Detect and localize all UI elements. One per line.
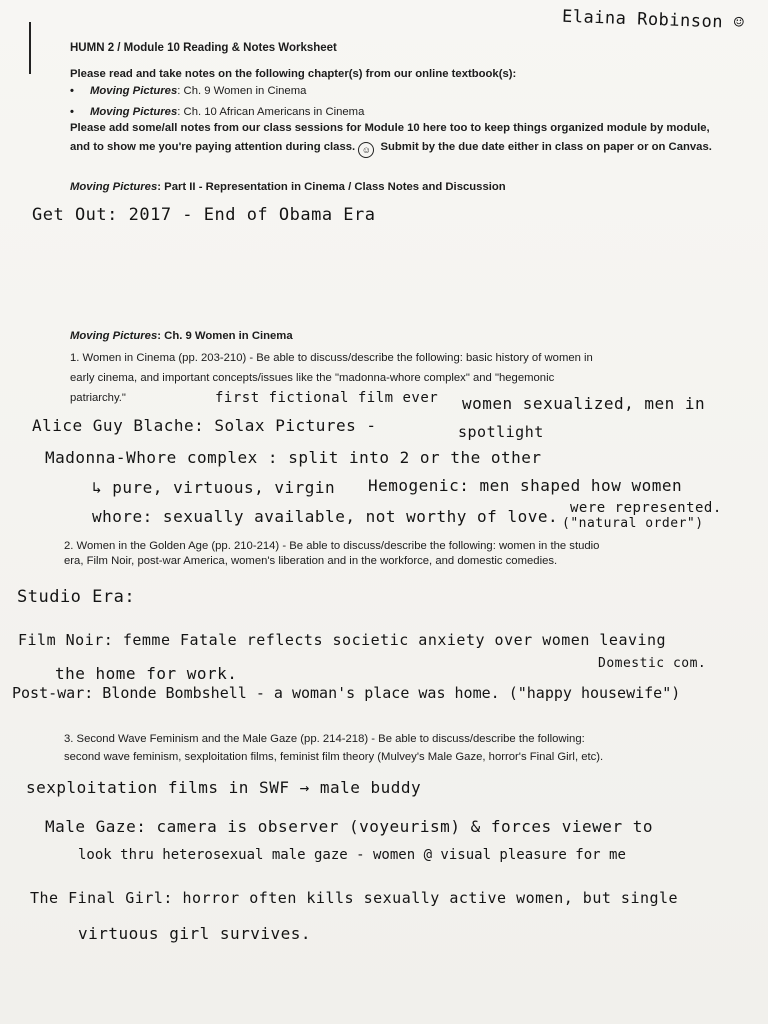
ch9-heading: Moving Pictures: Ch. 9 Women in Cinema (70, 330, 293, 342)
question-3-line-1: 3. Second Wave Feminism and the Male Gaze (pp. 214-218) - Be able to discuss/describe the following: (64, 733, 585, 745)
instructions-line-2: and to show me you're paying attention during class. ☺ Submit by the due date either in class on paper or on Canvas. (70, 140, 712, 158)
reading-item-1: • Moving Pictures: Ch. 9 Women in Cinema (70, 85, 307, 97)
part2-note: Get Out: 2017 - End of Obama Era (32, 205, 376, 225)
q3-note-male-gaze: Male Gaze: camera is observer (voyeurism) & forces viewer to (45, 817, 653, 836)
question-1-line-1: 1. Women in Cinema (pp. 203-210) - Be able to discuss/describe the following: basic history of women in (70, 352, 593, 364)
q1-note-pure: ↳ pure, virtuous, virgin (92, 478, 336, 497)
q3-note-sexploitation: sexploitation films in SWF → male buddy (26, 778, 422, 797)
q1-note-madonna: Madonna-Whore complex : split into 2 or the other (45, 448, 542, 467)
question-1-line-3: patriarchy." (70, 392, 126, 404)
q1-note-spotlight: spotlight (458, 423, 544, 441)
smiley-icon: ☺ (358, 142, 374, 158)
instructions-line-1: Please add some/all notes from our class sessions for Module 10 here too to keep things organized module by module, (70, 122, 710, 134)
q1-note-sexualized: women sexualized, men in (462, 394, 706, 413)
worksheet-title: HUMN 2 / Module 10 Reading & Notes Worksheet (70, 42, 337, 54)
q2-note-film-noir: Film Noir: femme Fatale reflects societic anxiety over women leaving (18, 631, 667, 649)
instructions-intro: Please read and take notes on the following chapter(s) from our online textbook(s): (70, 68, 517, 80)
q2-note-home: the home for work. (55, 664, 238, 683)
q2-note-domestic: Domestic com. (598, 656, 707, 671)
question-2-line-1: 2. Women in the Golden Age (pp. 210-214) - Be able to discuss/describe the following: women in the studio (64, 540, 600, 552)
question-1-line-2: early cinema, and important concepts/issues like the "madonna-whore complex" and "hegemonic (70, 372, 555, 384)
reading-item-2: • Moving Pictures: Ch. 10 African Americans in Cinema (70, 106, 365, 118)
part2-heading: Moving Pictures: Part II - Representation in Cinema / Class Notes and Discussion (70, 181, 506, 193)
q2-note-studio: Studio Era: (17, 587, 136, 607)
q3-note-survives: virtuous girl survives. (78, 924, 312, 943)
q1-note-natural-order: ("natural order") (562, 516, 704, 531)
q1-note-alice-guy: Alice Guy Blache: Solax Pictures - (32, 416, 377, 435)
q1-note-represented: were represented. (570, 500, 722, 516)
margin-mark (29, 22, 31, 74)
q2-note-post-war: Post-war: Blonde Bombshell - a woman's place was home. ("happy housewife") (12, 684, 681, 702)
question-2-line-2: era, Film Noir, post-war America, women's liberation and in the workforce, and domestic comedies. (64, 555, 558, 567)
q1-note-hegemonic: Hemogenic: men shaped how women (368, 476, 683, 495)
student-name: Elaina Robinson ☺ (561, 6, 745, 34)
q1-note-first-film: first fictional film ever (215, 390, 439, 406)
q3-note-look-thru: look thru heterosexual male gaze - women @ visual pleasure for me (78, 847, 626, 863)
q1-note-whore: whore: sexually available, not worthy of love. (92, 507, 559, 526)
q3-note-final-girl: The Final Girl: horror often kills sexually active women, but single (30, 889, 679, 907)
question-3-line-2: second wave feminism, sexploitation films, feminist film theory (Mulvey's Male Gaze, horror's Final Girl, etc). (64, 751, 604, 763)
